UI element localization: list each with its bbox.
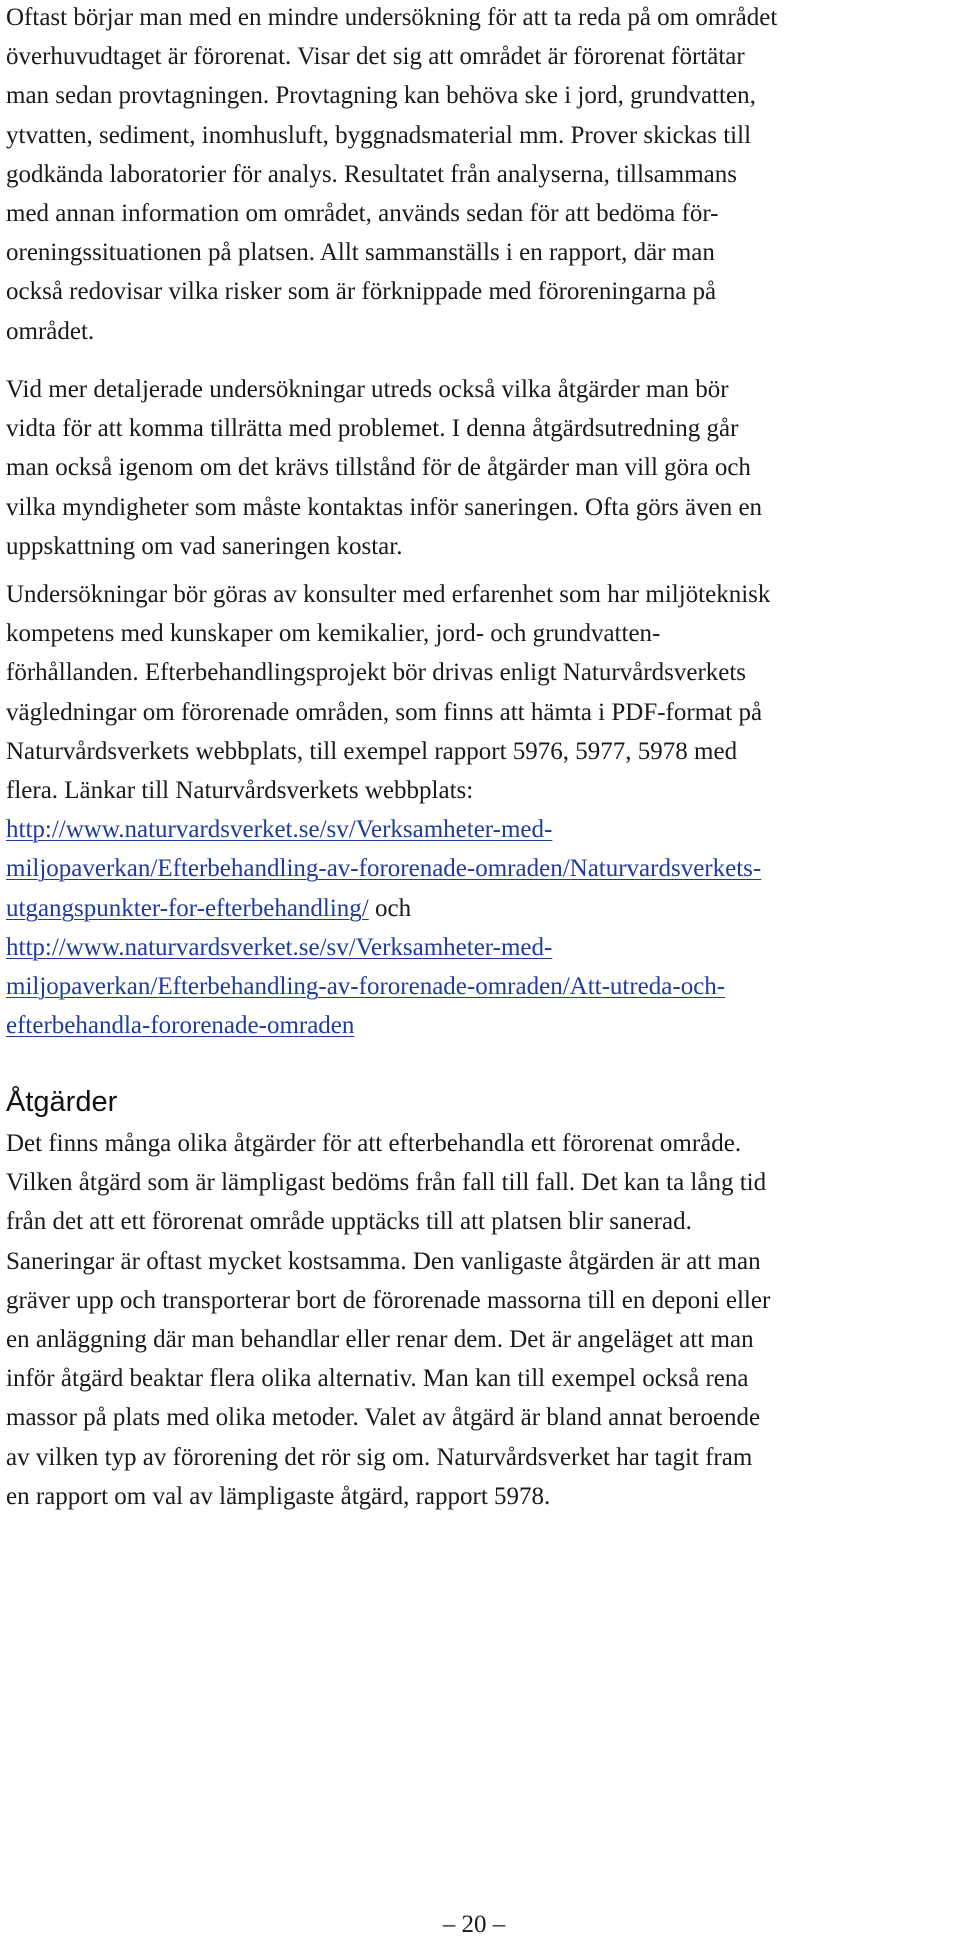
paragraph-investigation: Oftast börjar man med en mindre undersökning för att ta reda på om området överhuvudtaget är förorenat. Visar det sig att området är förorenat förtätar man sedan provtagningen. Provtagning kan behöva ske i jord, grundvatten, ytvatten, sediment, inomhusluft, byggnadsmaterial mm. Prover skickas till godkända laboratorier för analys. Resultatet från analyserna, tillsammans med annan information om området, används sedan för att bedöma för- oreningssituationen på platsen. Allt sammanställs i en rapport, där man också redovisar vilka risker som är förknippade med föroreningarna på området. xyxy=(6,4,778,345)
paragraph-measures: Det finns många olika åtgärder för att efterbehandla ett förorenat område. Vilken åtgärd som är lämpligast bedöms från fall till fall. Det kan ta lång tid från det att ett förorenat område upptäcks till att platsen blir sanerad. Saneringar är oftast mycket kostsamma. Den vanligaste åtgärden är att man gräver upp och transporterar bort de förorenade massorna till en deponi eller en anläggning där man behandlar eller renar dem. Det är angeläget att man inför åtgärd beaktar flera olika alternativ. Man kan till exempel också rena massor på plats med olika metoder. Valet av åtgärd är bland annat beroende av vilken typ av förorening det rör sig om. Naturvårdsverket har tagit fram en rapport om val av lämpligaste åtgärd, rapport 5978. xyxy=(6,1130,771,1510)
paragraph-consultants xyxy=(6,575,770,1045)
link-naturvardsverket-utgangspunkter[interactable]: http://www.naturvardsverket.se/sv/Verksamheter-med- miljopaverkan/Efterbehandling-av-fororenade-omraden/Naturvardsverkets- utgangspunkter-for-efterbehandling/ xyxy=(6,816,762,922)
link-naturvardsverket-att-utreda[interactable]: http://www.naturvardsverket.se/sv/Verksamheter-med- miljopaverkan/Efterbehandling-av-fororenade-omraden/Att-utreda-och- efterbehandla-fororenade-omraden xyxy=(6,933,726,1040)
conjunction-och: och xyxy=(375,894,412,922)
page-number: – 20 – xyxy=(442,1911,506,1938)
paragraph-consultants-text: Undersökningar bör göras av konsulter med erfarenhet som har miljöteknisk kompetens med kunskaper om kemikalier, jord- och grundvatten- förhållanden. Efterbehandlingsprojekt bör drivas enligt Naturvårdsverkets vägledningar om förorenade områden, som finns att hämta i PDF-format på Naturvårdsverkets webbplats, till exempel rapport 5976, 5977, 5978 med flera. Länkar till Naturvårdsverkets webbplats: xyxy=(6,581,771,805)
paragraph-detailed-investigation: Vid mer detaljerade undersökningar utreds också vilka åtgärder man bör vidta för att komma tillrätta med problemet. I denna åtgärdsutredning går man också igenom om det krävs tillstånd för de åtgärder man vill göra och vilka myndigheter som måste kontaktas inför saneringen. Ofta görs även en uppskattning om vad saneringen kostar. xyxy=(6,376,763,560)
section-heading-atgarder: Åtgärder xyxy=(6,1086,118,1118)
